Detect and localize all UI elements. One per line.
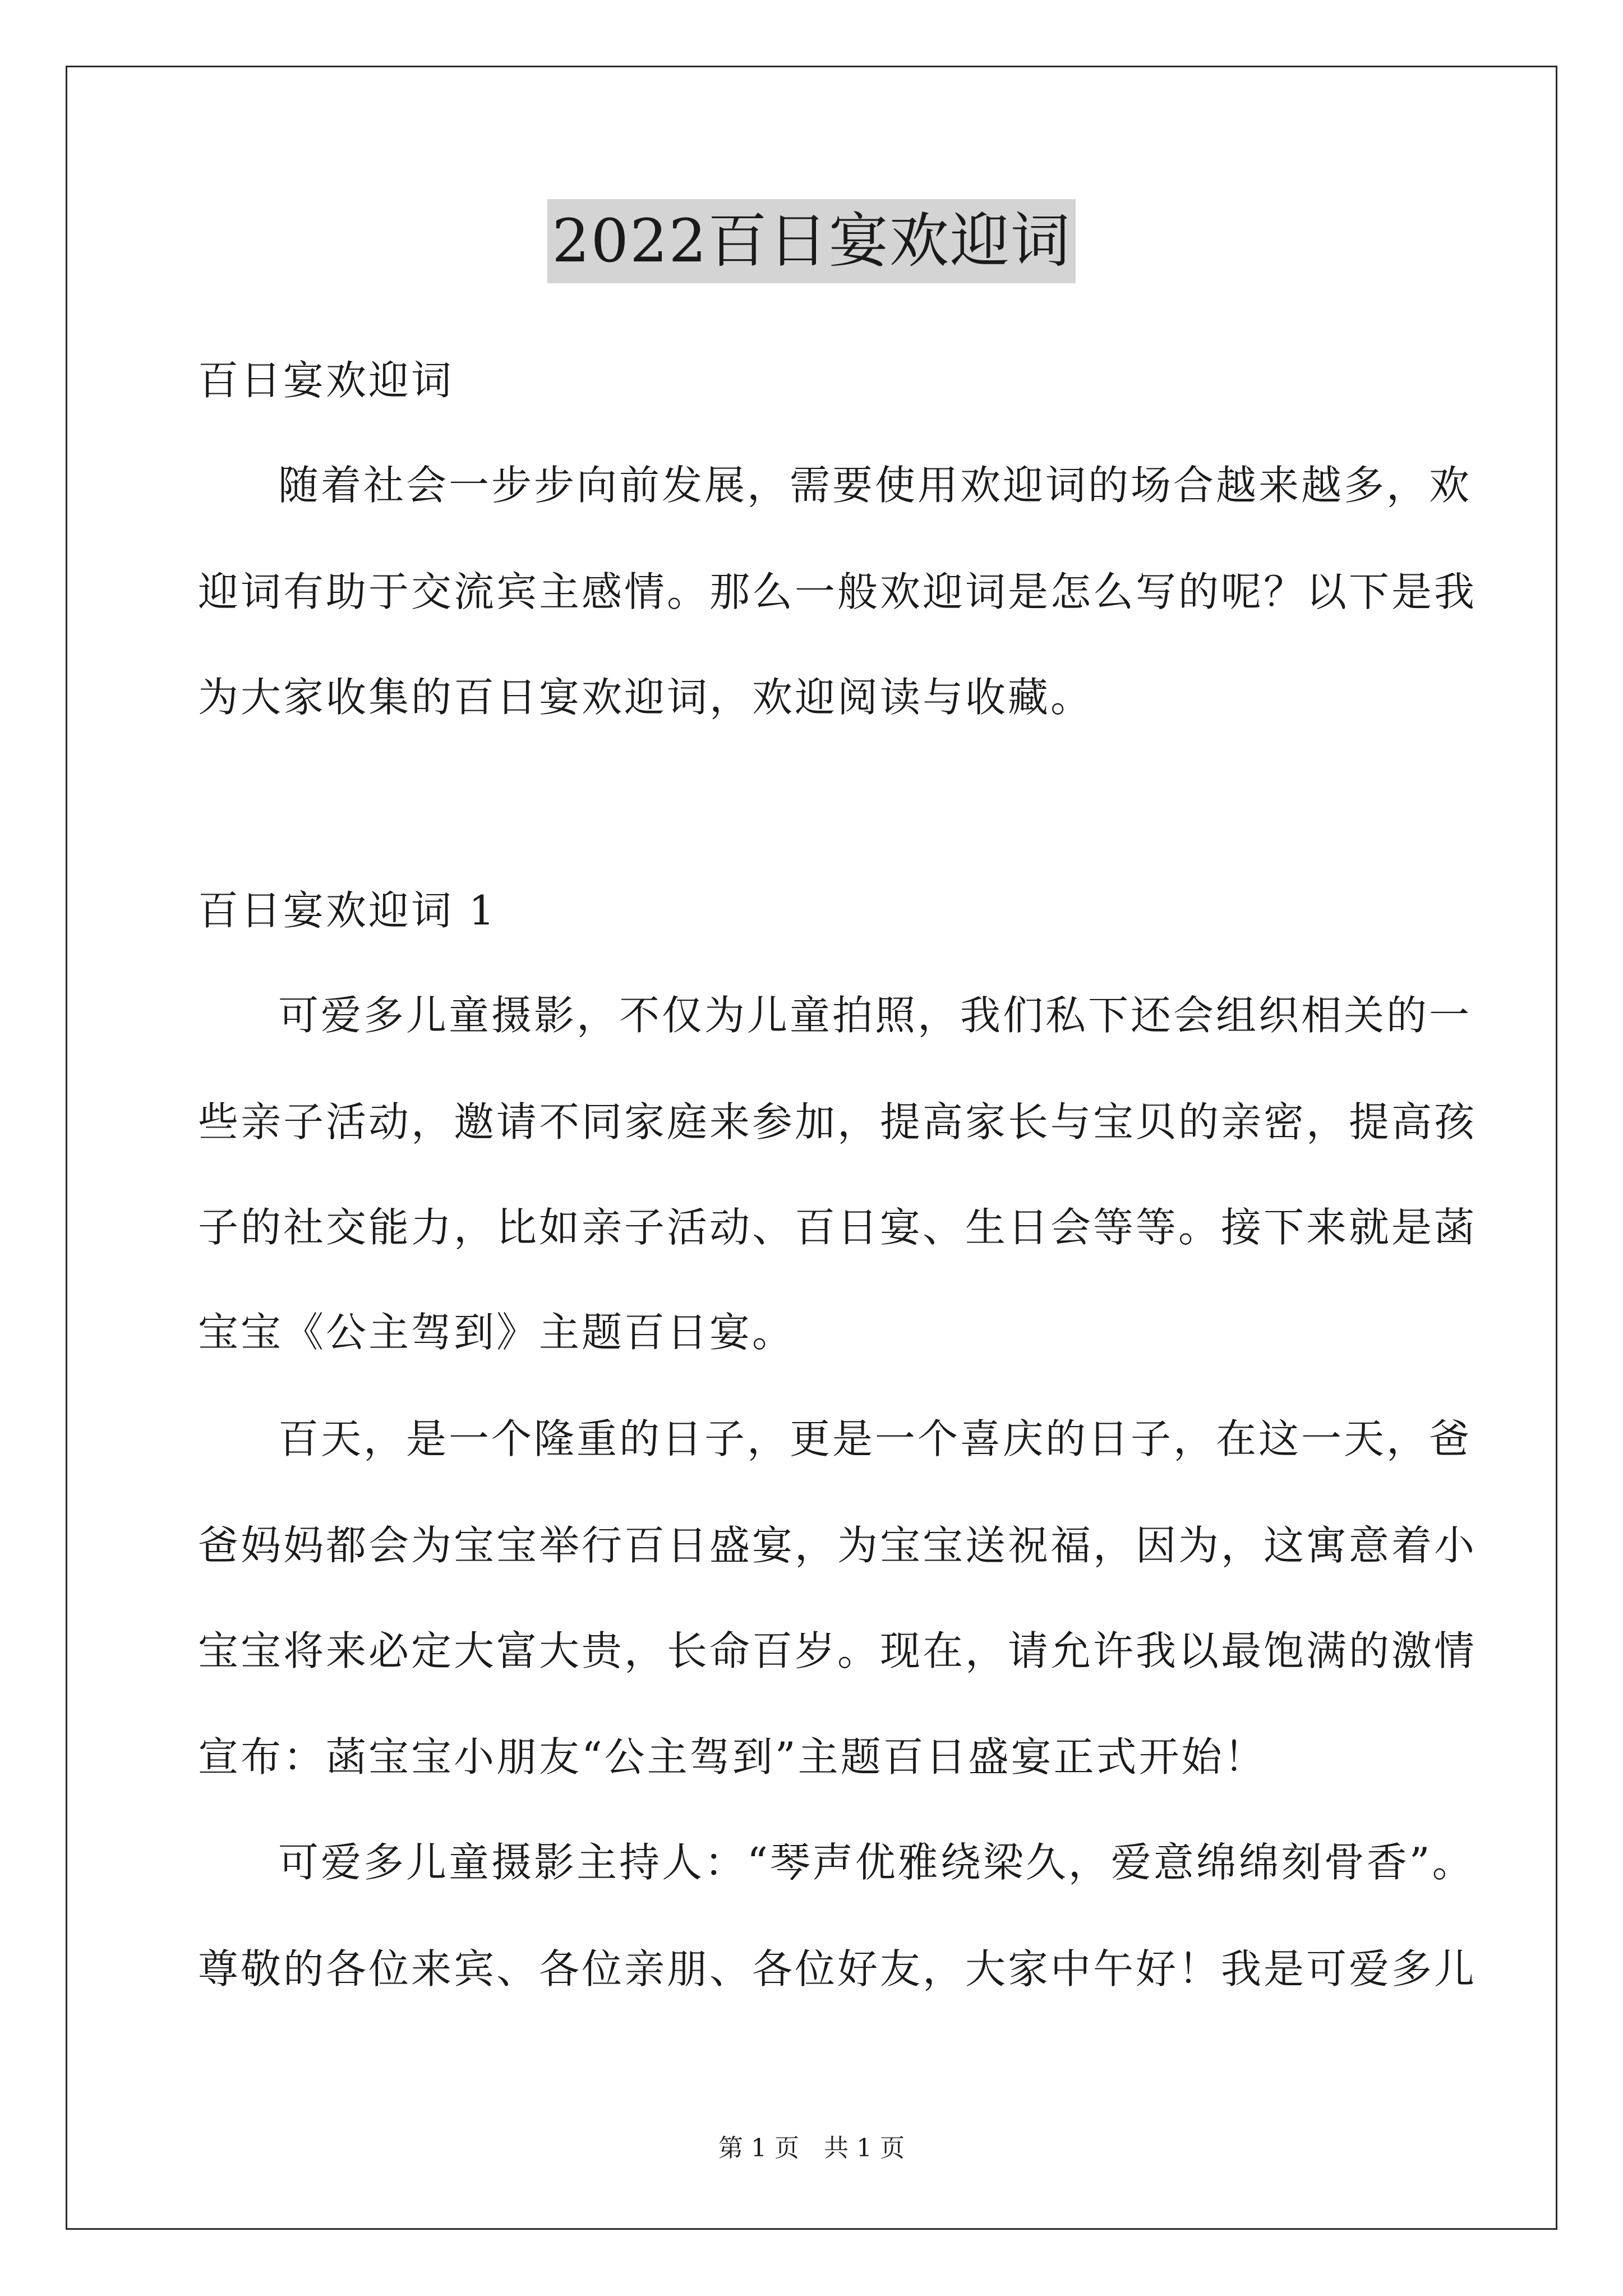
paragraph-line: 百天，是一个隆重的日子，更是一个喜庆的日子，在这一天，爸 (278, 1415, 1472, 1462)
paragraph-line: 为大家收集的百日宴欢迎词，欢迎阅读与收藏。 (198, 674, 1094, 721)
paragraph-line: 宝宝《公主驾到》主题百日宴。 (198, 1309, 795, 1356)
paragraph-line: 子的社交能力，比如亲子活动、百日宴、生日会等等。接下来就是菡 (198, 1204, 1477, 1251)
paragraph-line: 尊敬的各位来宾、各位亲朋、各位好友，大家中午好！我是可爱多儿 (198, 1945, 1477, 1993)
paragraph-line: 随着社会一步步向前发展，需要使用欢迎词的场合越来越多，欢 (278, 462, 1472, 509)
document-title: 2022百日宴欢迎词 (547, 199, 1076, 283)
section-heading: 百日宴欢迎词 1 (198, 887, 497, 934)
paragraph-line: 宣布：菡宝宝小朋友“公主驾到”主题百日盛宴正式开始！ (198, 1733, 1267, 1780)
title-container (0, 199, 1623, 283)
subtitle-line: 百日宴欢迎词 (198, 357, 454, 404)
paragraph-line: 宝宝将来必定大富大贵，长命百岁。现在，请允许我以最饱满的激情 (198, 1627, 1477, 1674)
paragraph-line: 可爱多儿童摄影，不仅为儿童拍照，我们私下还会组织相关的一 (278, 992, 1472, 1039)
paragraph-line: 迎词有助于交流宾主感情。那么一般欢迎词是怎么写的呢？以下是我 (198, 568, 1477, 615)
page-footer: 第 1 页 共 1 页 (718, 2134, 905, 2162)
paragraph-line: 可爱多儿童摄影主持人：“琴声优雅绕梁久，爱意绵绵刻骨香”。 (278, 1839, 1475, 1886)
paragraph-line: 些亲子活动，邀请不同家庭来参加，提高家长与宝贝的亲密，提高孩 (198, 1098, 1477, 1145)
paragraph-line: 爸妈妈都会为宝宝举行百日盛宴，为宝宝送祝福，因为，这寓意着小 (198, 1522, 1477, 1569)
